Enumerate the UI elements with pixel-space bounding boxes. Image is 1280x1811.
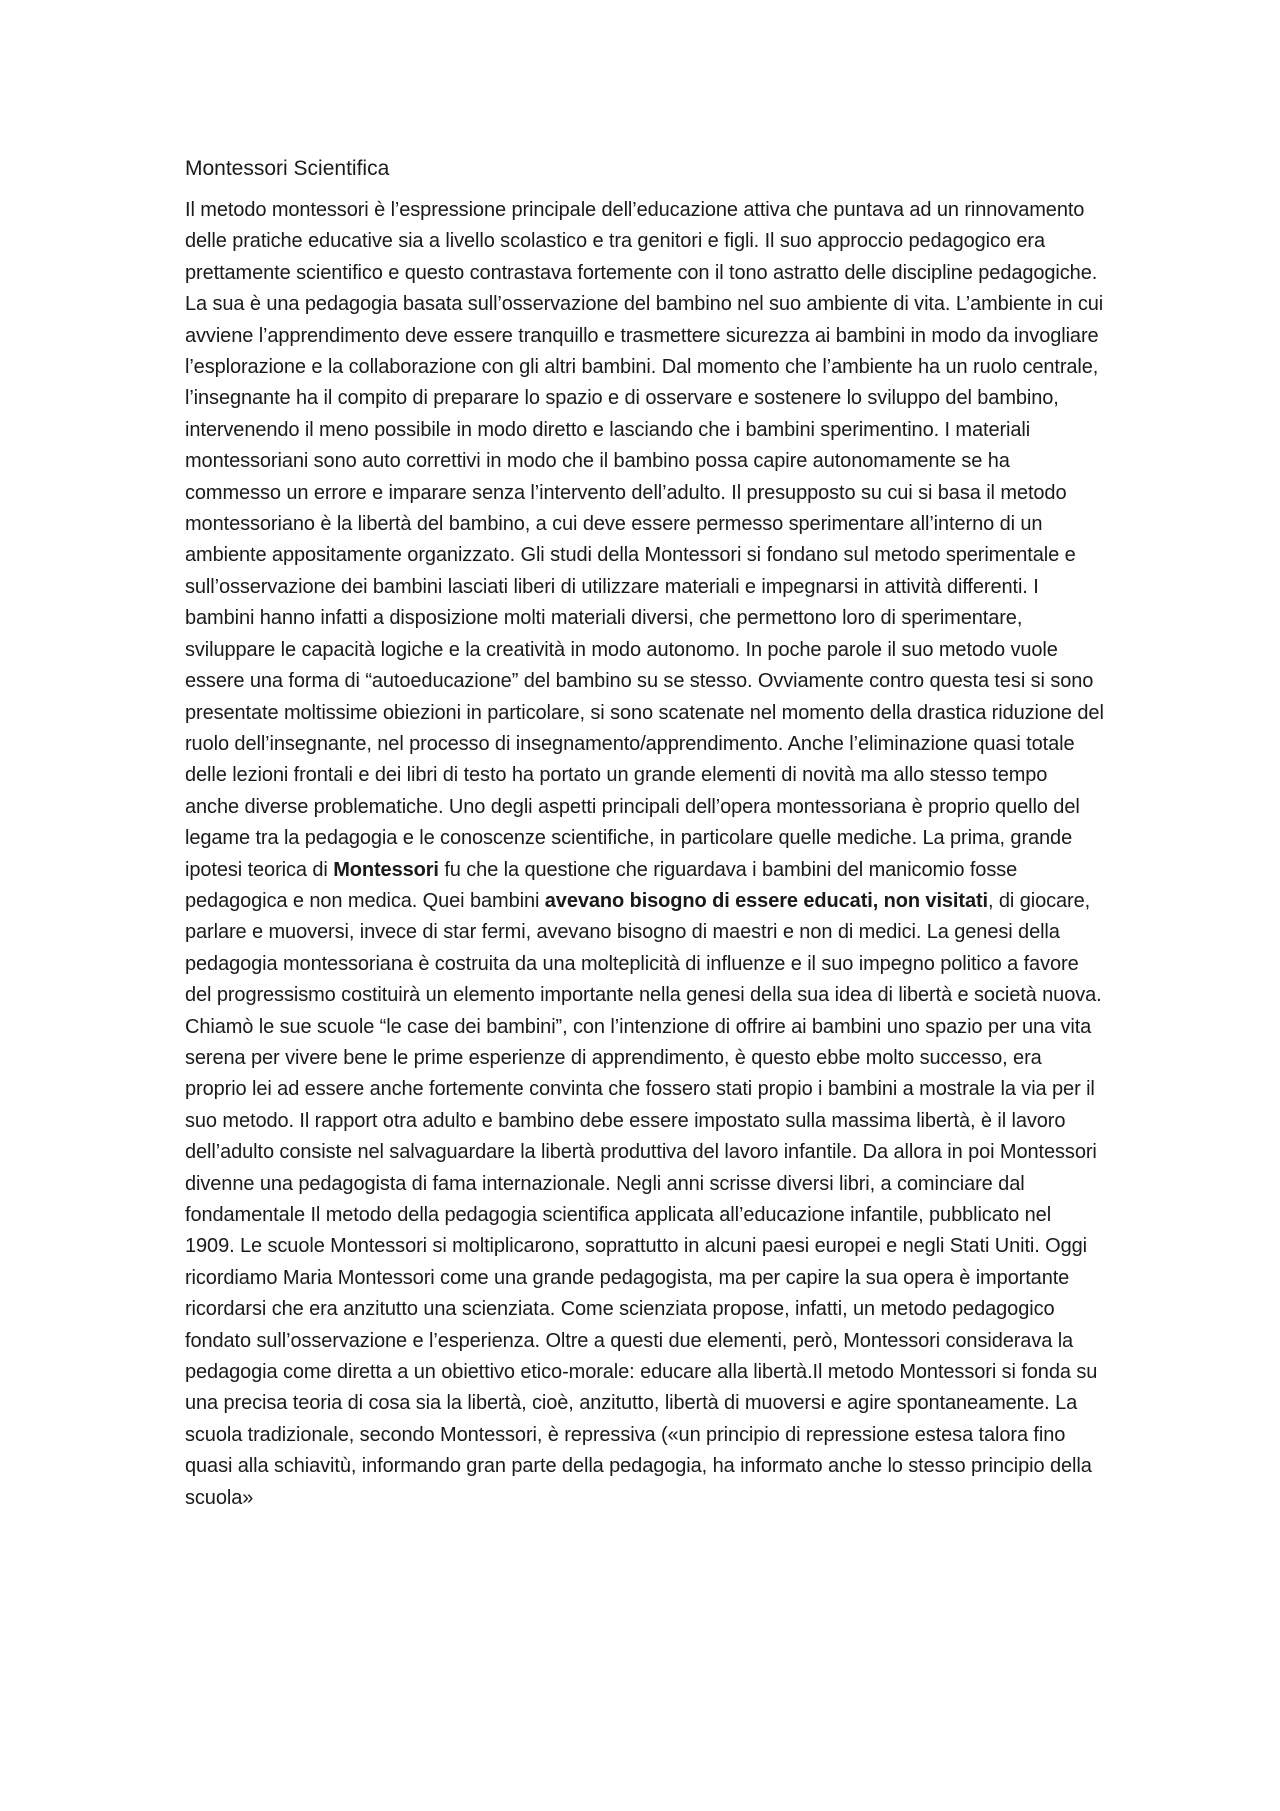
body-paragraph <box>185 195 1105 1514</box>
bold-educati-phrase: avevano bisogno di essere educati, non visitati <box>544 889 988 912</box>
body-text-part-2: fu che la questione che riguardava i bambini del manicomio fosse pedagogica e non medica. Quei bambini <box>185 858 1018 912</box>
document-title: Montessori Scientifica <box>185 157 390 180</box>
body-text-part-3: , di giocare, parlare e muoversi, invece di star fermi, avevano bisogno di maestri e non di medici. La genesi della pedagogia montessoriana è costruita da una molteplicità di influenze e il suo impegno politico a favore del progressismo costituirà un elemento importante nella genesi della sua idea di libertà e società nuova. Chiamò le sue scuole “le case dei bambini”, con l’intenzione di offrire ai bambini uno spazio per una vita serena per vivere bene le prime esperienze di apprendimento, è questo ebbe molto successo, era proprio lei ad essere anche fortemente convinta che fossero stati propio i bambini a mostrale la via per il suo metodo. Il rapport otra adulto e bambino debe essere impostato sulla massima libertà, è il lavoro dell’adulto consiste nel salvaguardare la libertà produttiva del lavoro infantile. Da allora in poi Montessori divenne una pedagogista di fama internazionale. Negli anni scrisse diversi libri, a cominciare dal fondamentale Il metodo della pedagogia scientifica applicata all’educazione infantile, pubblicato nel 1909. Le scuole Montessori si moltiplicarono, soprattutto in alcuni paesi europei e negli Stati Uniti. Oggi ricordiamo Maria Montessori come una grande pedagogista, ma per capire la sua opera è importante ricordarsi che era anzitutto una scienziata. Come scienziata propose, infatti, un metodo pedagogico fondato sull’osservazione e l’esperienza. Oltre a questi due elementi, però, Montessori considerava la pedagogia come diretta a un obiettivo etico-morale: educare alla libertà.Il metodo Montessori si fonda su una precisa teoria di cosa sia la libertà, cioè, anzitutto, libertà di muoversi e agire spontaneamente. La scuola tradizionale, secondo Montessori, è repressiva («un principio di repressione estesa talora fino quasi alla schiavitù, informando gran parte della pedagogia, ha informato anche lo stesso principio della scuola» <box>185 889 1102 1509</box>
body-text-part-1: Il metodo montessori è l’espressione principale dell’educazione attiva che puntava ad un rinnovamento delle pratiche educative sia a livello scolastico e tra genitori e figli. Il suo approccio pedagogico era prettamente scientifico e questo contrastava fortemente con il tono astratto delle discipline pedagogiche. La sua è una pedagogia basata sull’osservazione del bambino nel suo ambiente di vita. L’ambiente in cui avviene l’apprendimento deve essere tranquillo e trasmettere sicurezza ai bambini in modo da invogliare l’esplorazione e la collaborazione con gli altri bambini. Dal momento che l’ambiente ha un ruolo centrale, l’insegnante ha il compito di preparare lo spazio e di osservare e sostenere lo sviluppo del bambino, intervenendo il meno possibile in modo diretto e lasciando che i bambini sperimentino. I materiali montessoriani sono auto correttivi in modo che il bambino possa capire autonomamente se ha commesso un errore e imparare senza l’intervento dell’adulto. Il presupposto su cui si basa il metodo montessoriano è la libertà del bambino, a cui deve essere permesso sperimentare all’interno di un ambiente appositamente organizzato. Gli studi della Montessori si fondano sul metodo sperimentale e sull’osservazione dei bambini lasciati liberi di utilizzare materiali e impegnarsi in attività differenti. I bambini hanno infatti a disposizione molti materiali diversi, che permettono loro di sperimentare, sviluppare le capacità logiche e la creatività in modo autonomo. In poche parole il suo metodo vuole essere una forma di “autoeducazione” del bambino su se stesso. Ovviamente contro questa tesi si sono presentate moltissime obiezioni in particolare, si sono scatenate nel momento della drastica riduzione del ruolo dell’insegnante, nel processo di insegnamento/apprendimento. Anche l’eliminazione quasi totale delle lezioni frontali e dei libri di testo ha portato un grande elementi di novità ma allo stesso tempo anche diverse problematiche. Uno degli aspetti principali dell’opera montessoriana è proprio quello del legame tra la pedagogia e le conoscenze scientifiche, in particolare quelle mediche. La prima, grande ipotesi teorica di <box>185 199 1104 881</box>
bold-montessori: Montessori <box>333 858 439 881</box>
document-content <box>185 153 1105 1514</box>
